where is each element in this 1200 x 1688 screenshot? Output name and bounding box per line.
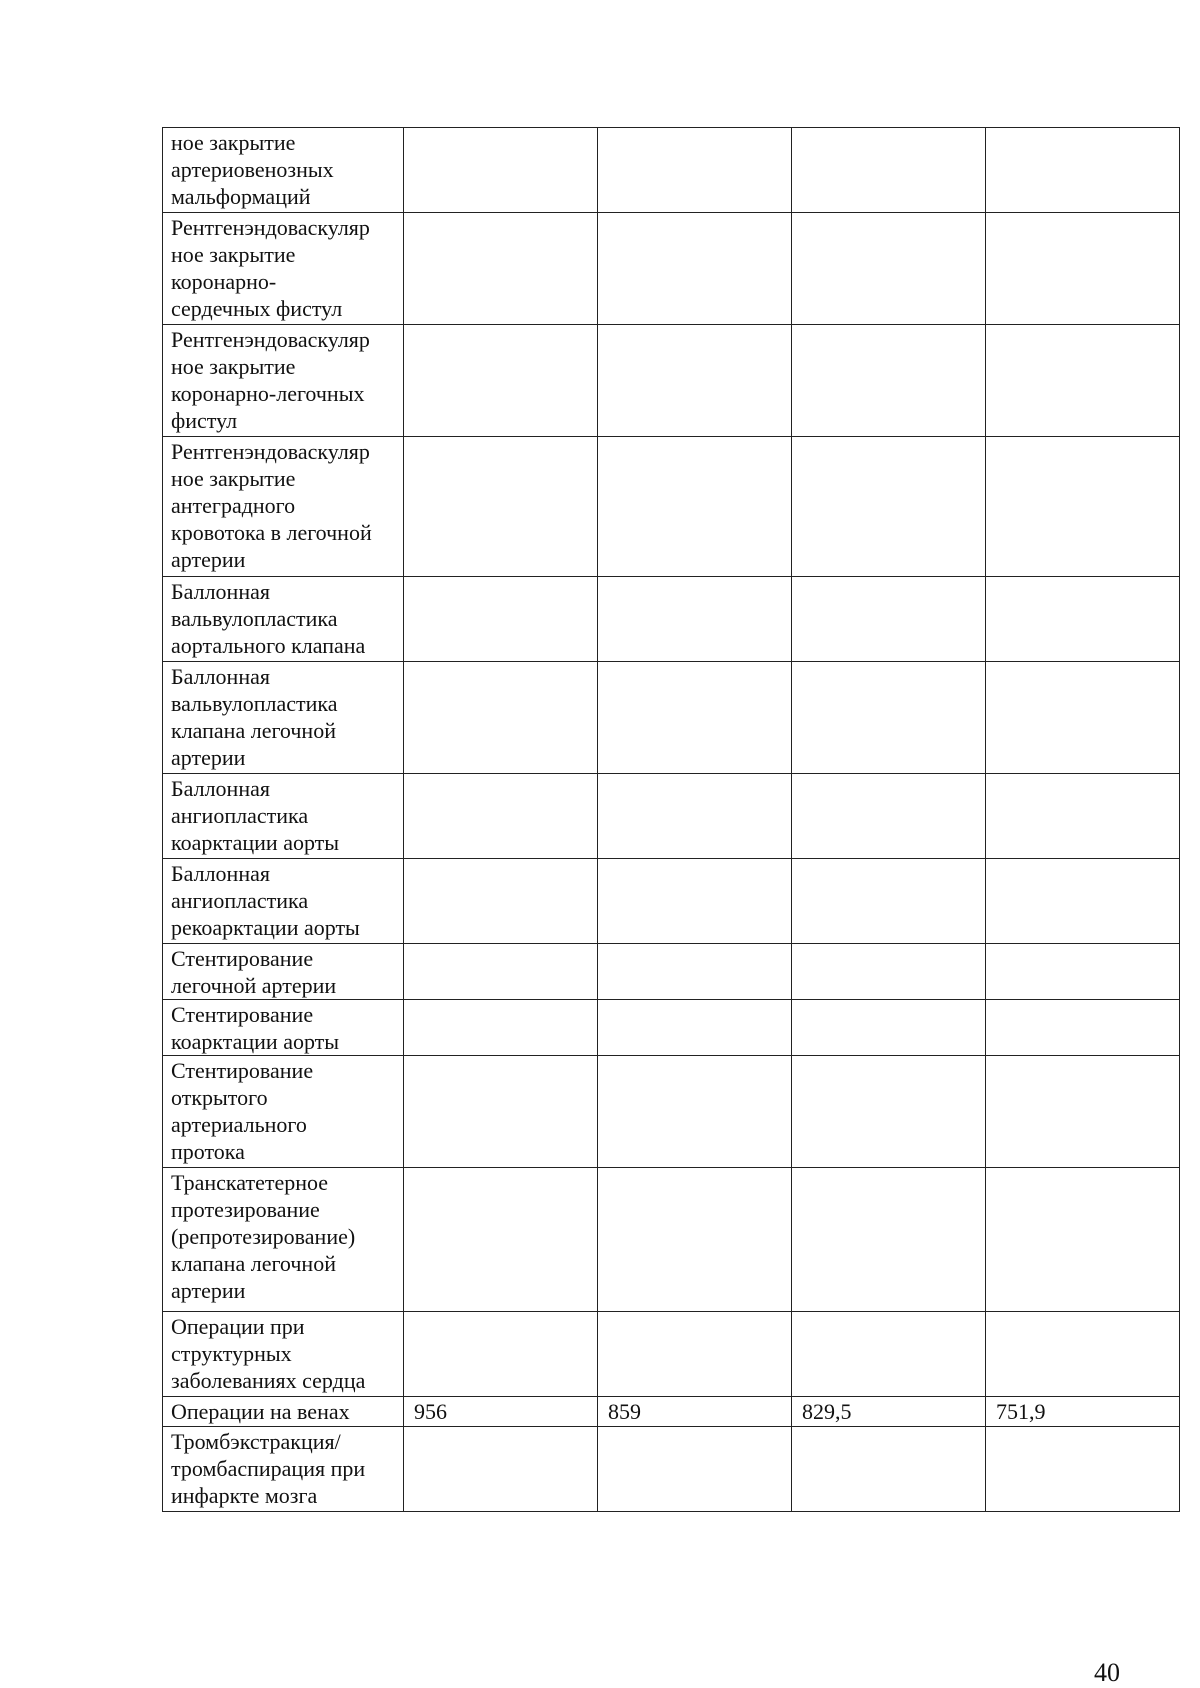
value-cell <box>404 213 598 325</box>
value-cell <box>986 662 1180 774</box>
value-cell <box>598 1168 792 1312</box>
value-cell: 956 <box>404 1397 598 1427</box>
value-cell <box>404 774 598 859</box>
value-cell <box>598 944 792 1000</box>
table-row <box>163 577 1180 662</box>
value-cell <box>792 577 986 662</box>
value-cell <box>986 1000 1180 1056</box>
value-cell <box>986 577 1180 662</box>
row-name-cell: Стентирование коарктации аорты <box>163 1000 404 1056</box>
value-cell <box>598 662 792 774</box>
value-cell <box>792 128 986 213</box>
value-cell <box>404 1000 598 1056</box>
value-cell <box>986 437 1180 577</box>
row-name-cell: Рентгенэндоваскуляр ное закрытие антеградного кровотока в легочной артерии <box>163 437 404 577</box>
row-name-cell: Баллонная вальвулопластика клапана легочной артерии <box>163 662 404 774</box>
value-cell <box>792 774 986 859</box>
table-row <box>163 859 1180 944</box>
row-name-cell: Рентгенэндоваскуляр ное закрытие коронарно- сердечных фистул <box>163 213 404 325</box>
value-cell <box>792 1000 986 1056</box>
value-cell <box>404 1312 598 1397</box>
value-cell <box>598 1427 792 1512</box>
row-name-cell: Баллонная ангиопластика рекоарктации аорты <box>163 859 404 944</box>
value-cell <box>404 325 598 437</box>
data-table <box>162 127 1180 1512</box>
table-row <box>163 1397 1180 1427</box>
table-row <box>163 325 1180 437</box>
value-cell <box>404 859 598 944</box>
value-cell <box>986 1168 1180 1312</box>
value-cell <box>792 213 986 325</box>
value-cell <box>598 437 792 577</box>
value-cell <box>404 944 598 1000</box>
value-cell <box>986 213 1180 325</box>
value-cell <box>598 774 792 859</box>
value-cell: 751,9 <box>986 1397 1180 1427</box>
table-row <box>163 1312 1180 1397</box>
value-cell <box>986 325 1180 437</box>
value-cell <box>404 437 598 577</box>
value-cell <box>986 774 1180 859</box>
value-cell <box>792 437 986 577</box>
row-name-cell: Баллонная вальвулопластика аортального клапана <box>163 577 404 662</box>
row-name-cell: Стентирование легочной артерии <box>163 944 404 1000</box>
value-cell <box>598 859 792 944</box>
value-cell <box>598 325 792 437</box>
table-row <box>163 213 1180 325</box>
value-cell <box>792 944 986 1000</box>
value-cell: 859 <box>598 1397 792 1427</box>
value-cell <box>792 662 986 774</box>
page-number: 40 <box>1094 1658 1120 1687</box>
value-cell <box>986 128 1180 213</box>
table-row <box>163 1168 1180 1312</box>
row-name-cell: ное закрытие артериовенозных мальформаций <box>163 128 404 213</box>
row-name-cell: Транскатетерное протезирование (репротезирование) клапана легочной артерии <box>163 1168 404 1312</box>
value-cell <box>792 1168 986 1312</box>
value-cell <box>404 128 598 213</box>
value-cell <box>404 1168 598 1312</box>
table-row <box>163 437 1180 577</box>
table-row <box>163 128 1180 213</box>
value-cell <box>792 1312 986 1397</box>
value-cell <box>598 1312 792 1397</box>
value-cell <box>792 859 986 944</box>
row-name-cell: Операции при структурных заболеваниях сердца <box>163 1312 404 1397</box>
value-cell <box>404 662 598 774</box>
table-row <box>163 774 1180 859</box>
value-cell <box>986 859 1180 944</box>
value-cell: 829,5 <box>792 1397 986 1427</box>
value-cell <box>792 1056 986 1168</box>
value-cell <box>986 1056 1180 1168</box>
value-cell <box>404 1427 598 1512</box>
value-cell <box>986 1427 1180 1512</box>
value-cell <box>404 1056 598 1168</box>
value-cell <box>598 1000 792 1056</box>
value-cell <box>986 1312 1180 1397</box>
table-row <box>163 662 1180 774</box>
row-name-cell: Баллонная ангиопластика коарктации аорты <box>163 774 404 859</box>
row-name-cell: Операции на венах <box>163 1397 404 1427</box>
value-cell <box>598 1056 792 1168</box>
row-name-cell: Стентирование открытого артериального протока <box>163 1056 404 1168</box>
value-cell <box>598 577 792 662</box>
value-cell <box>792 1427 986 1512</box>
table-row <box>163 1000 1180 1056</box>
table-row <box>163 944 1180 1000</box>
value-cell <box>792 325 986 437</box>
value-cell <box>404 577 598 662</box>
value-cell <box>986 944 1180 1000</box>
value-cell <box>598 213 792 325</box>
row-name-cell: Рентгенэндоваскуляр ное закрытие коронарно-легочных фистул <box>163 325 404 437</box>
row-name-cell: Тромбэкстракция/ тромбаспирация при инфаркте мозга <box>163 1427 404 1512</box>
table-row <box>163 1427 1180 1512</box>
value-cell <box>598 128 792 213</box>
table-row <box>163 1056 1180 1168</box>
table-body <box>163 128 1180 1512</box>
